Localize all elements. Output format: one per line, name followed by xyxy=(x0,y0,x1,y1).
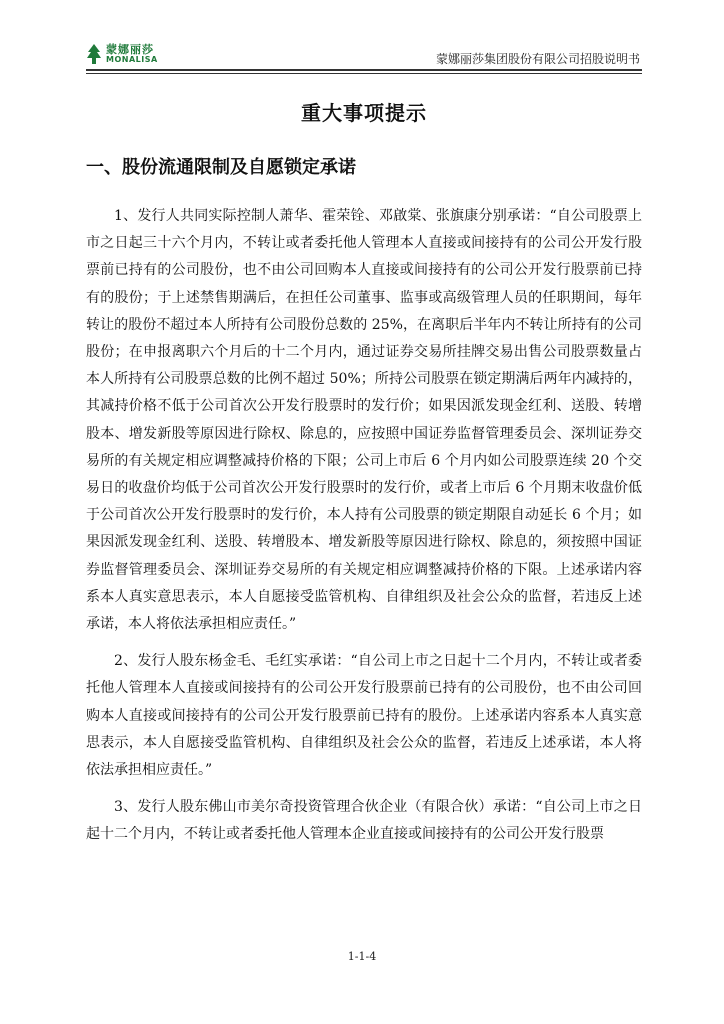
paragraph-1: 1、发行人共同实际控制人萧华、霍荣铨、邓啟棠、张旗康分别承诺：“自公司股票上市之日起三十六个月内，不转让或者委托他人管理本人直接或间接持有的公司公开发行股票前已持有的公司股份，也不由公司回购本人直接或间接持有的公司公开发行股票前已持有的股份；于上述禁售期满后，在担任公司董事、监事或高级管理人员的任职期间，每年转让的股份不超过本人所持有公司股份总数的 25%，在离职后半年内不转让所持有的公司股份；在申报离职六个月后的十二个月内，通过证券交易所挂牌交易出售公司股票数量占本人所持有公司股票总数的比例不超过 50%；所持公司股票在锁定期满后两年内减持的，其减持价格不低于公司首次公开发行股票时的发行价；如果因派发现金红利、送股、转增股本、增发新股等原因进行除权、除息的，应按照中国证券监督管理委员会、深圳证券交易所的有关规定相应调整减持价格的下限；公司上市后 6 个月内如公司股票连续 20 个交易日的收盘价均低于公司首次公开发行股票时的发行价，或者上市后 6 个月期末收盘价低于公司首次公开发行股票时的发行价，本人持有公司股票的锁定期限自动延长 6 个月；如果因派发现金红利、送股、转增股本、增发新股等原因进行除权、除息的，须按照中国证券监督管理委员会、深圳证券交易所的有关规定相应调整减持价格的下限。上述承诺内容系本人真实意思表示，本人自愿接受监管机构、自律组织及社会公众的监督，若违反上述承诺，本人将依法承担相应责任。” xyxy=(86,208,642,633)
company-logo xyxy=(86,41,196,67)
paragraph-3: 3、发行人股东佛山市美尔奇投资管理合伙企业（有限合伙）承诺：“自公司上市之日起十二个月内，不转让或者委托他人管理本企业直接或间接持有的公司公开发行股票 xyxy=(86,799,642,843)
document-name: 蒙娜丽莎集团股份有限公司招股说明书 xyxy=(435,52,640,66)
logo-mark-icon xyxy=(86,43,102,65)
logo-english-text: MONALISA xyxy=(106,55,158,64)
body-text xyxy=(86,203,642,849)
page-number: 1-1-4 xyxy=(347,950,377,963)
page-header xyxy=(86,38,642,68)
section-heading: 一、股份流通限制及自愿锁定承诺 xyxy=(86,157,356,178)
logo-chinese-text: 蒙娜丽莎 xyxy=(106,43,154,56)
paragraph-2: 2、发行人股东杨金毛、毛红实承诺：“自公司上市之日起十二个月内，不转让或者委托他人管理本人直接或间接持有的公司公开发行股票前已持有的公司股份，也不由公司回购本人直接或间接持有的公司公开发行股票前已持有的股份。上述承诺内容系本人真实意思表示，本人自愿接受监管机构、自律组织及社会公众的监督，若违反上述承诺，本人将依法承担相应责任。” xyxy=(86,653,642,779)
header-rule-thin xyxy=(86,73,642,74)
page-title: 重大事项提示 xyxy=(301,101,427,125)
header-rule xyxy=(86,69,642,71)
